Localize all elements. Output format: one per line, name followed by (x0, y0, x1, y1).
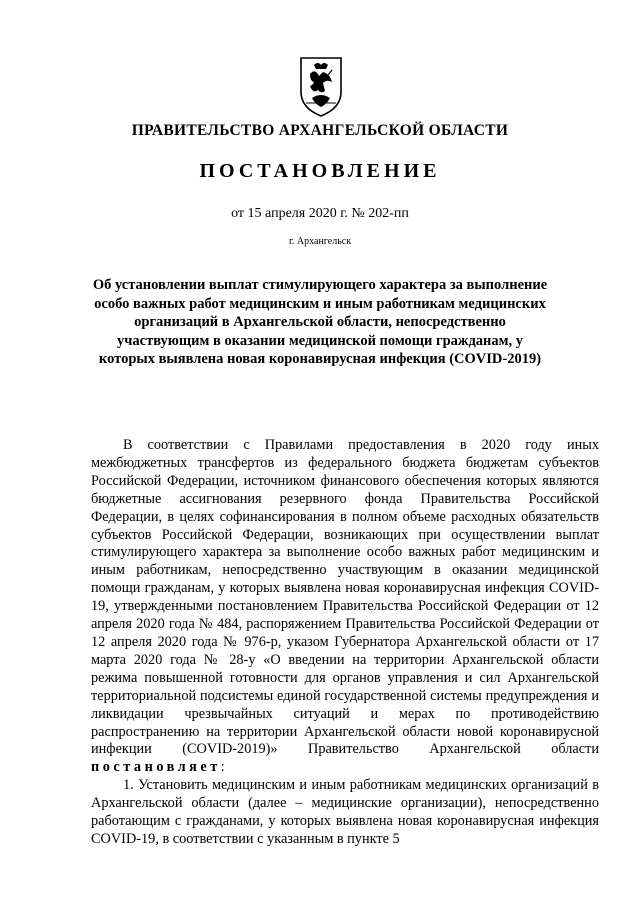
decree-colon: : (220, 759, 225, 776)
decree-word: постановляет (91, 759, 221, 776)
document-body (91, 437, 599, 849)
coat-of-arms-emblem (298, 56, 344, 118)
item-1-paragraph: 1. Установить медицинским и иным работникам медицинских организаций в Архангельской области (далее – медицинские организации), непосредственно работающим с гражданами, у которых выявлена новая коронавирусная инфекция COVID-19, в соответствии с указанным в пункте 5 (91, 777, 599, 847)
document-title: Об установлении выплат стимулирующего характера за выполнение особо важных работ медицинским и иным работникам медицинских организаций в Архангельской области, непосредственно участвующим в оказании медицинской помощи гражданам, у которых выявлена новая коронавирусная инфекция (COVID-2019) (92, 277, 548, 368)
preamble-text: В соответствии с Правилами предоставления в 2020 году иных межбюджетных трансфертов из федерального бюджета бюджетам субъектов Российской Федерации, источником финансового обеспечения которых являются бюджетные ассигнования резервного фонда Правительства Российской Федерации, в целях софинансирования в полном объеме расходных обязательств субъектов Российской Федерации, возникающих при осуществлении выплат стимулирующего характера за выполнение особо важных работ медицинским и иным работникам, непосредственно участвующим в оказании медицинской помощи гражданам, у которых выявлена новая коронавирусная инфекция COVID-19, утвержденными постановлением Правительства Российской Федерации от 12 апреля 2020 года № 484, распоряжением Правительства Российской Федерации от 12 апреля 2020 года № 976-р, указом Губернатора Архангельской области от 17 марта 2020 года № 28-у «О введении на территории Архангельской области режима повышенной готовности для органов управления и сил Архангельской территориальной подсистемы единой государственной системы предупреждения и ликвидации чрезвычайных ситуаций и мерах по противодействию распространению на территории Архангельской области новой коронавирусной инфекции (COVID-2019)» Правительство Архангельской области (91, 437, 599, 758)
government-name: ПРАВИТЕЛЬСТВО АРХАНГЕЛЬСКОЙ ОБЛАСТИ (131, 122, 509, 139)
document-city: г. Архангельск (288, 236, 352, 247)
document-type: ПОСТАНОВЛЕНИЕ (199, 160, 441, 182)
document-date-number: от 15 апреля 2020 г. № 202-пп (231, 206, 409, 221)
preamble-paragraph (91, 437, 599, 777)
